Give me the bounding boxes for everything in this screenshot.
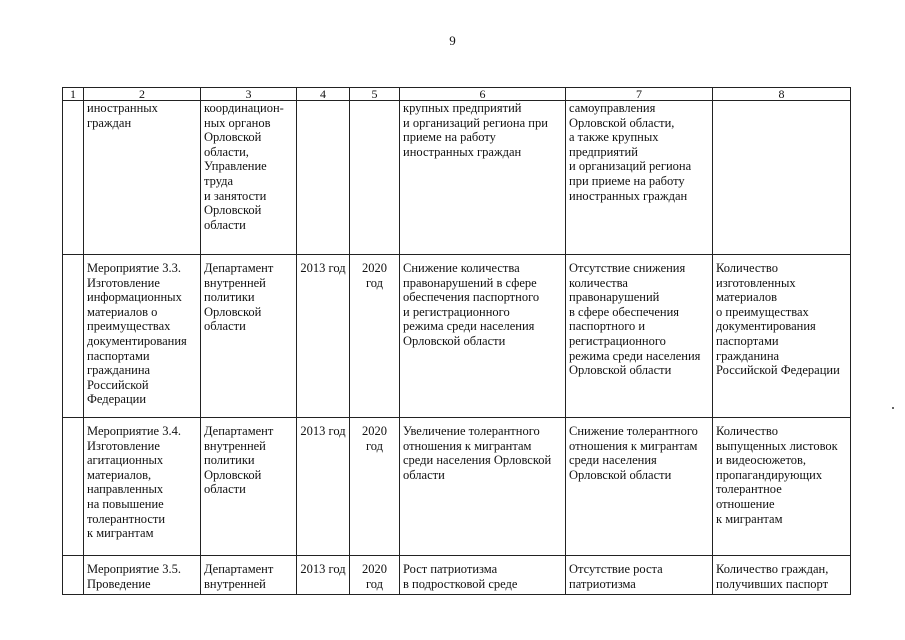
expected-result-cell: Увеличение толерантного отношения к мигрантам среди населения Орловской области <box>400 418 566 556</box>
measures-table <box>62 87 851 595</box>
consequences-cell: Отсутствие снижения количества правонарушений в сфере обеспечения паспортного и регистрационного режима среди населения Орловской области <box>566 255 713 418</box>
table-row <box>63 255 851 418</box>
expected-result-cell: Снижение количества правонарушений в сфере обеспечения паспортного и регистрационного режима среди населения Орловской области <box>400 255 566 418</box>
measure-cell: иностранных граждан <box>84 101 201 255</box>
consequences-cell: Снижение толерантного отношения к мигрантам среди населения Орловской области <box>566 418 713 556</box>
header-col-3: 3 <box>201 88 297 101</box>
end-year-cell: 2020 год <box>350 556 400 595</box>
indicator-cell: Количество граждан, получивших паспорт <box>713 556 851 595</box>
header-col-4: 4 <box>297 88 350 101</box>
executor-cell: Департамент внутренней политики Орловской области <box>201 418 297 556</box>
start-year-cell: 2013 год <box>297 255 350 418</box>
expected-result-cell: Рост патриотизма в подростковой среде <box>400 556 566 595</box>
start-year-cell: 2013 год <box>297 556 350 595</box>
row-number-cell <box>63 556 84 595</box>
header-col-5: 5 <box>350 88 400 101</box>
measure-cell: Мероприятие 3.5. Проведение <box>84 556 201 595</box>
end-year-cell: 2020 год <box>350 255 400 418</box>
expected-result-cell: крупных предприятий и организаций региона при приеме на работу иностранных граждан <box>400 101 566 255</box>
header-col-1: 1 <box>63 88 84 101</box>
executor-cell: координацион- ных органов Орловской области, Управление труда и занятости Орловской области <box>201 101 297 255</box>
table-row <box>63 556 851 595</box>
page-number: 9 <box>449 33 456 48</box>
indicator-cell <box>713 101 851 255</box>
header-col-2: 2 <box>84 88 201 101</box>
header-row <box>63 88 851 101</box>
measure-cell: Мероприятие 3.3. Изготовление информационных материалов о преимуществах документирования паспортами гражданина Российской Федерации <box>84 255 201 418</box>
start-year-cell: 2013 год <box>297 418 350 556</box>
indicator-cell: Количество изготовленных материалов о преимуществах документирования паспортами гражданина Российской Федерации <box>713 255 851 418</box>
start-year-cell <box>297 101 350 255</box>
executor-cell: Департамент внутренней политики Орловской области <box>201 255 297 418</box>
header-col-7: 7 <box>566 88 713 101</box>
table-row <box>63 101 851 255</box>
header-col-8: 8 <box>713 88 851 101</box>
measure-cell: Мероприятие 3.4. Изготовление агитационных материалов, направленных на повышение толерантности к мигрантам <box>84 418 201 556</box>
indicator-cell: Количество выпущенных листовок и видеосюжетов, пропагандирующих толерантное отношение к мигрантам <box>713 418 851 556</box>
executor-cell: Департамент внутренней <box>201 556 297 595</box>
table-row <box>63 418 851 556</box>
end-year-cell <box>350 101 400 255</box>
row-number-cell <box>63 418 84 556</box>
end-year-cell: 2020 год <box>350 418 400 556</box>
row-number-cell <box>63 101 84 255</box>
row-number-cell <box>63 255 84 418</box>
scan-speck <box>892 407 894 409</box>
consequences-cell: Отсутствие роста патриотизма <box>566 556 713 595</box>
header-col-6: 6 <box>400 88 566 101</box>
consequences-cell: самоуправления Орловской области, а также крупных предприятий и организаций региона при приеме на работу иностранных граждан <box>566 101 713 255</box>
